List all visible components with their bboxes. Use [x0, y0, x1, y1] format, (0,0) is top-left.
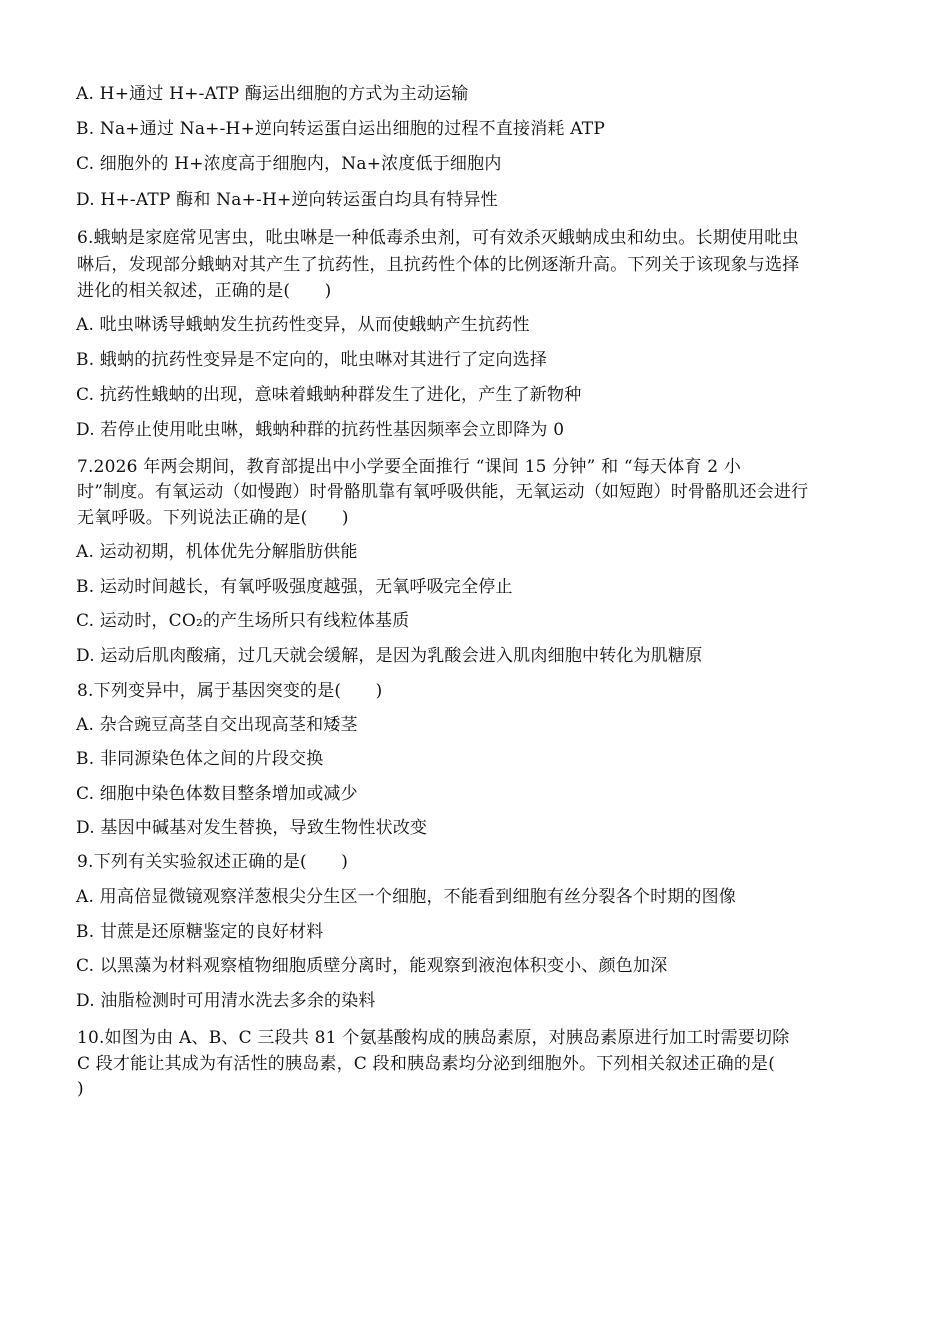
- option-7c: C. 运动时，CO₂的产生场所只有线粒体基质: [76, 611, 410, 631]
- question-7-line-2: 时”制度。有氧运动（如慢跑）时骨骼肌靠有氧呼吸供能，无氧运动（如短跑）时骨骼肌还会进行: [77, 482, 809, 502]
- option-5b: B. Na+通过 Na+-H+逆向转运蛋白运出细胞的过程不直接消耗 ATP: [76, 119, 605, 139]
- option-6c: C. 抗药性蛾蚋的出现，意味着蛾蚋种群发生了进化，产生了新物种: [76, 385, 582, 405]
- option-8c: C. 细胞中染色体数目整条增加或减少: [76, 784, 358, 804]
- question-6-line-2: 啉后，发现部分蛾蚋对其产生了抗药性，且抗药性个体的比例逐渐升高。下列关于该现象与选择: [77, 255, 800, 275]
- option-7d: D. 运动后肌肉酸痛，过几天就会缓解，是因为乳酸会进入肌肉细胞中转化为肌糖原: [76, 646, 703, 666]
- option-5c: C. 细胞外的 H+浓度高于细胞内，Na+浓度低于细胞内: [76, 154, 502, 174]
- question-10-line-3: ): [77, 1079, 84, 1099]
- question-6-line-1: 6.蛾蚋是家庭常见害虫，吡虫啉是一种低毒杀虫剂，可有效杀灭蛾蚋成虫和幼虫。长期使用吡虫: [77, 228, 799, 248]
- option-9a: A. 用高倍显微镜观察洋葱根尖分生区一个细胞，不能看到细胞有丝分裂各个时期的图像: [76, 887, 737, 907]
- option-9b: B. 甘蔗是还原糖鉴定的良好材料: [76, 922, 324, 942]
- option-9d: D. 油脂检测时可用清水洗去多余的染料: [76, 991, 376, 1011]
- option-8b: B. 非同源染色体之间的片段交换: [76, 749, 324, 769]
- question-8: 8.下列变异中，属于基因突变的是( ): [77, 681, 383, 701]
- option-7b: B. 运动时间越长，有氧呼吸强度越强，无氧呼吸完全停止: [76, 577, 513, 597]
- question-9: 9.下列有关实验叙述正确的是( ): [77, 852, 349, 872]
- question-7-line-1: 7.2026 年两会期间，教育部提出中小学要全面推行 “课间 15 分钟” 和 “每天体育 2 小: [77, 457, 742, 477]
- question-7-line-3: 无氧呼吸。下列说法正确的是( ): [77, 508, 349, 528]
- question-10-line-2: C 段才能让其成为有活性的胰岛素，C 段和胰岛素均分泌到细胞外。下列相关叙述正确的是(: [77, 1054, 776, 1074]
- option-5a: A. H+通过 H+-ATP 酶运出细胞的方式为主动运输: [76, 84, 469, 104]
- question-6-line-3: 进化的相关叙述，正确的是( ): [77, 281, 332, 301]
- option-8a: A. 杂合豌豆高茎自交出现高茎和矮茎: [76, 715, 358, 735]
- option-6a: A. 吡虫啉诱导蛾蚋发生抗药性变异，从而使蛾蚋产生抗药性: [76, 315, 530, 335]
- option-6d: D. 若停止使用吡虫啉，蛾蚋种群的抗药性基因频率会立即降为 0: [76, 420, 565, 440]
- option-6b: B. 蛾蚋的抗药性变异是不定向的，吡虫啉对其进行了定向选择: [76, 350, 548, 370]
- option-8d: D. 基因中碱基对发生替换，导致生物性状改变: [76, 818, 428, 838]
- option-9c: C. 以黑藻为材料观察植物细胞质壁分离时，能观察到液泡体积变小、颜色加深: [76, 956, 668, 976]
- option-7a: A. 运动初期，机体优先分解脂肪供能: [76, 542, 358, 562]
- option-5d: D. H+-ATP 酶和 Na+-H+逆向转运蛋白均具有特异性: [76, 190, 498, 210]
- question-10-line-1: 10.如图为由 A、B、C 三段共 81 个氨基酸构成的胰岛素原，对胰岛素原进行加工时需要切除: [77, 1028, 790, 1048]
